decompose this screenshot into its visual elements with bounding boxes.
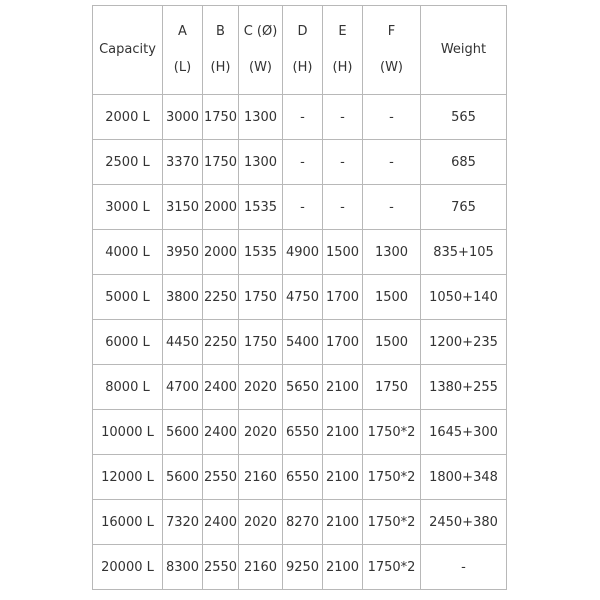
cell-a: 3150 bbox=[163, 185, 203, 230]
cell-e: 2100 bbox=[323, 410, 363, 455]
cell-d: 6550 bbox=[283, 455, 323, 500]
cell-capacity: 12000 L bbox=[93, 455, 163, 500]
cell-a: 3370 bbox=[163, 140, 203, 185]
cell-d: 5400 bbox=[283, 320, 323, 365]
cell-weight: 1645+300 bbox=[421, 410, 507, 455]
cell-b: 2250 bbox=[203, 275, 239, 320]
table-row bbox=[93, 545, 507, 590]
table-row bbox=[93, 140, 507, 185]
table-row bbox=[93, 230, 507, 275]
cell-e: 1700 bbox=[323, 275, 363, 320]
cell-capacity: 2000 L bbox=[93, 95, 163, 140]
cell-a: 4450 bbox=[163, 320, 203, 365]
header-weight bbox=[421, 6, 507, 95]
spec-table-container bbox=[92, 5, 506, 591]
header-b bbox=[203, 6, 239, 95]
cell-capacity: 6000 L bbox=[93, 320, 163, 365]
cell-a: 3800 bbox=[163, 275, 203, 320]
cell-a: 4700 bbox=[163, 365, 203, 410]
capacity-spec-table bbox=[92, 5, 507, 590]
header-f bbox=[363, 6, 421, 95]
table-row bbox=[93, 320, 507, 365]
cell-capacity: 10000 L bbox=[93, 410, 163, 455]
header-d bbox=[283, 6, 323, 95]
cell-c: 1300 bbox=[239, 140, 283, 185]
cell-d: 8270 bbox=[283, 500, 323, 545]
cell-d: - bbox=[283, 140, 323, 185]
table-row bbox=[93, 365, 507, 410]
cell-e: - bbox=[323, 95, 363, 140]
cell-c: 1750 bbox=[239, 320, 283, 365]
cell-weight: 1200+235 bbox=[421, 320, 507, 365]
cell-b: 2000 bbox=[203, 185, 239, 230]
cell-weight: 1380+255 bbox=[421, 365, 507, 410]
cell-a: 3000 bbox=[163, 95, 203, 140]
header-e bbox=[323, 6, 363, 95]
cell-e: 1700 bbox=[323, 320, 363, 365]
cell-c: 1535 bbox=[239, 185, 283, 230]
header-unit: (W) bbox=[249, 60, 272, 75]
cell-c: 1750 bbox=[239, 275, 283, 320]
cell-a: 5600 bbox=[163, 410, 203, 455]
header-unit: (W) bbox=[380, 60, 403, 75]
cell-c: 2160 bbox=[239, 455, 283, 500]
header-label: Capacity bbox=[99, 42, 156, 57]
cell-b: 2550 bbox=[203, 455, 239, 500]
cell-e: - bbox=[323, 185, 363, 230]
cell-f: 1750 bbox=[363, 365, 421, 410]
table-row bbox=[93, 410, 507, 455]
cell-c: 2160 bbox=[239, 545, 283, 590]
header-label: C (Ø) bbox=[243, 24, 278, 39]
cell-f: - bbox=[363, 185, 421, 230]
cell-b: 1750 bbox=[203, 95, 239, 140]
cell-a: 8300 bbox=[163, 545, 203, 590]
cell-d: - bbox=[283, 95, 323, 140]
cell-d: 5650 bbox=[283, 365, 323, 410]
cell-b: 2250 bbox=[203, 320, 239, 365]
table-row bbox=[93, 95, 507, 140]
cell-b: 2400 bbox=[203, 365, 239, 410]
cell-capacity: 20000 L bbox=[93, 545, 163, 590]
header-label: E bbox=[338, 24, 347, 39]
cell-capacity: 16000 L bbox=[93, 500, 163, 545]
header-label: A bbox=[178, 24, 187, 39]
cell-b: 2000 bbox=[203, 230, 239, 275]
cell-f: - bbox=[363, 95, 421, 140]
header-unit: (H) bbox=[210, 60, 231, 75]
cell-capacity: 3000 L bbox=[93, 185, 163, 230]
cell-weight: - bbox=[421, 545, 507, 590]
cell-c: 1300 bbox=[239, 95, 283, 140]
cell-c: 2020 bbox=[239, 365, 283, 410]
header-a bbox=[163, 6, 203, 95]
cell-f: - bbox=[363, 140, 421, 185]
table-header-row bbox=[93, 6, 507, 95]
table-row bbox=[93, 275, 507, 320]
cell-d: 6550 bbox=[283, 410, 323, 455]
cell-weight: 685 bbox=[421, 140, 507, 185]
cell-f: 1500 bbox=[363, 320, 421, 365]
cell-weight: 1800+348 bbox=[421, 455, 507, 500]
cell-e: - bbox=[323, 140, 363, 185]
cell-f: 1300 bbox=[363, 230, 421, 275]
cell-d: 9250 bbox=[283, 545, 323, 590]
cell-capacity: 5000 L bbox=[93, 275, 163, 320]
cell-b: 2550 bbox=[203, 545, 239, 590]
cell-b: 1750 bbox=[203, 140, 239, 185]
header-label: B bbox=[216, 24, 225, 39]
cell-c: 2020 bbox=[239, 500, 283, 545]
header-label: D bbox=[297, 24, 308, 39]
header-label: F bbox=[387, 24, 396, 39]
header-c bbox=[239, 6, 283, 95]
cell-e: 2100 bbox=[323, 365, 363, 410]
cell-e: 2100 bbox=[323, 455, 363, 500]
cell-d: 4750 bbox=[283, 275, 323, 320]
cell-c: 2020 bbox=[239, 410, 283, 455]
cell-e: 2100 bbox=[323, 545, 363, 590]
cell-b: 2400 bbox=[203, 410, 239, 455]
cell-f: 1750*2 bbox=[363, 455, 421, 500]
header-label: Weight bbox=[440, 42, 487, 57]
cell-a: 5600 bbox=[163, 455, 203, 500]
cell-weight: 835+105 bbox=[421, 230, 507, 275]
cell-capacity: 8000 L bbox=[93, 365, 163, 410]
cell-weight: 765 bbox=[421, 185, 507, 230]
table-row bbox=[93, 455, 507, 500]
cell-d: - bbox=[283, 185, 323, 230]
cell-weight: 1050+140 bbox=[421, 275, 507, 320]
cell-c: 1535 bbox=[239, 230, 283, 275]
table-body bbox=[93, 95, 507, 590]
header-capacity bbox=[93, 6, 163, 95]
header-unit: (L) bbox=[173, 60, 192, 75]
cell-e: 1500 bbox=[323, 230, 363, 275]
cell-f: 1750*2 bbox=[363, 545, 421, 590]
cell-f: 1750*2 bbox=[363, 500, 421, 545]
header-unit: (H) bbox=[332, 60, 353, 75]
cell-a: 7320 bbox=[163, 500, 203, 545]
cell-capacity: 4000 L bbox=[93, 230, 163, 275]
table-row bbox=[93, 500, 507, 545]
cell-capacity: 2500 L bbox=[93, 140, 163, 185]
cell-b: 2400 bbox=[203, 500, 239, 545]
cell-f: 1750*2 bbox=[363, 410, 421, 455]
cell-e: 2100 bbox=[323, 500, 363, 545]
cell-d: 4900 bbox=[283, 230, 323, 275]
header-unit: (H) bbox=[292, 60, 313, 75]
cell-a: 3950 bbox=[163, 230, 203, 275]
table-row bbox=[93, 185, 507, 230]
cell-weight: 565 bbox=[421, 95, 507, 140]
cell-weight: 2450+380 bbox=[421, 500, 507, 545]
cell-f: 1500 bbox=[363, 275, 421, 320]
